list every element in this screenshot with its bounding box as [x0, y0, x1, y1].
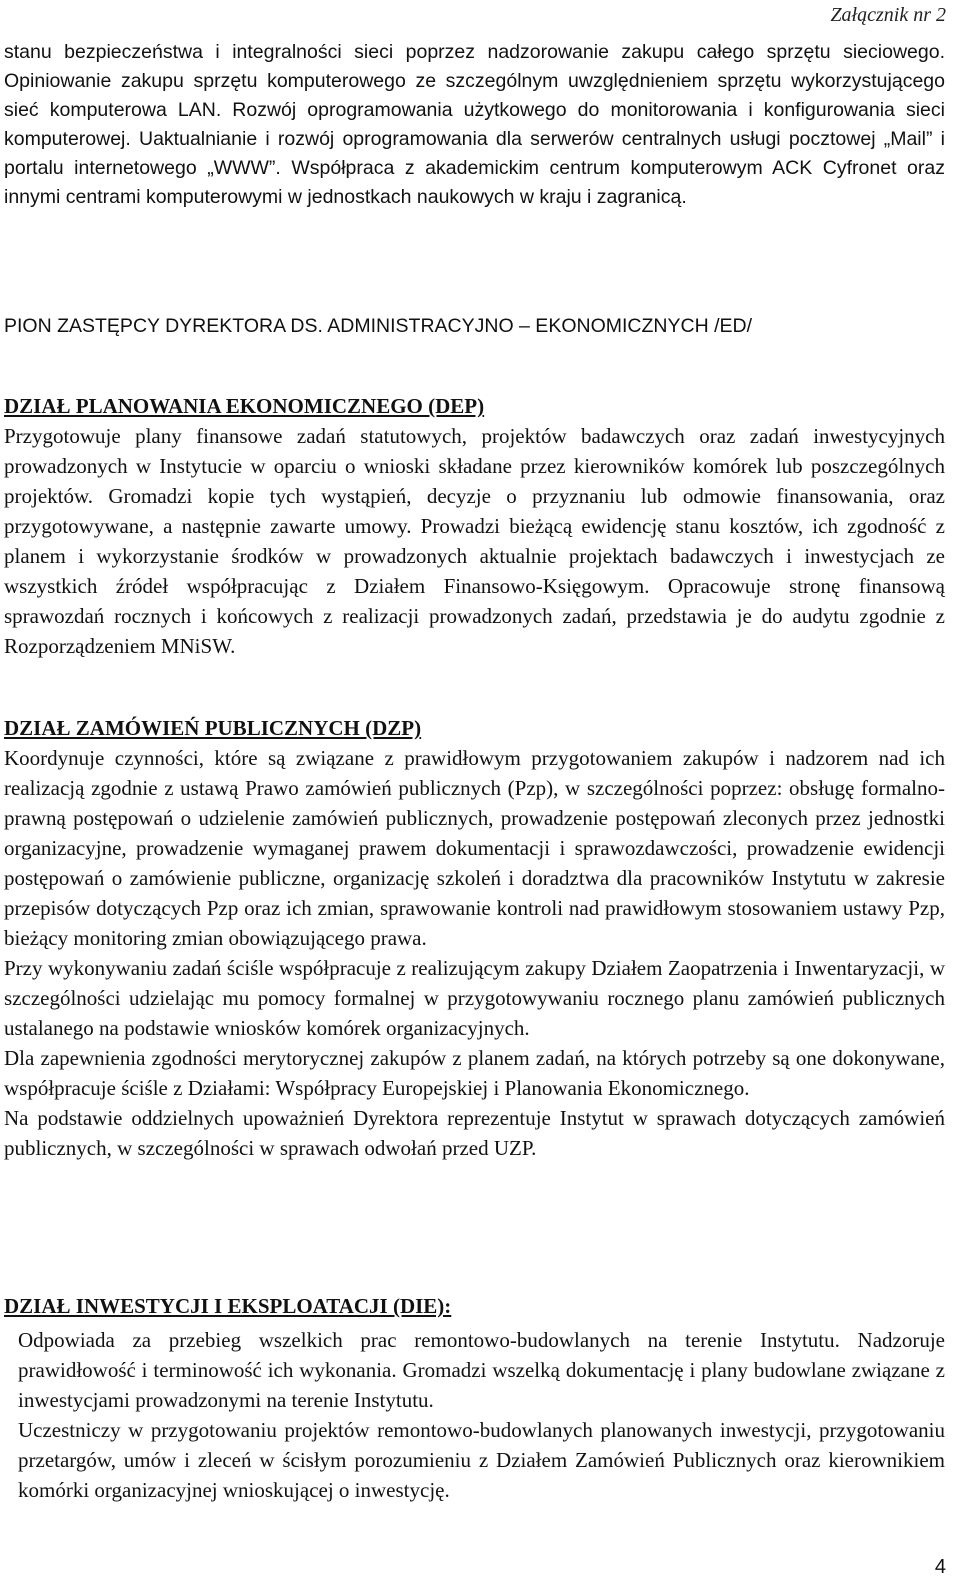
dep-heading: DZIAŁ PLANOWANIA EKONOMICZNEGO (DEP) — [4, 394, 485, 418]
dep-section — [4, 391, 945, 661]
annex-label: Załącznik nr 2 — [830, 4, 946, 26]
die-paragraph: Uczestniczy w przygotowaniu projektów remontowo-budowlanych planowanych inwestycji, przygotowaniu przetargów, umów i zleceń w ścisłym porozumieniu z Działem Zamówień Publicznych oraz kierownikiem komórki organizacyjnej wnioskującej o inwestycję. — [18, 1418, 945, 1502]
intro-paragraph: stanu bezpieczeństwa i integralności sieci poprzez nadzorowanie zakupu całego sprzętu sieciowego. Opiniowanie zakupu sprzętu komputerowego ze szczególnym uwzględnieniem sprzętu wykorzystującego sieć komputerowa LAN. Rozwój oprogramowania użytkowego do monitorowania i konfigurowania sieci komputerowej. Uaktualnianie i rozwój oprogramowania dla serwerów centralnych usługi pocztowej „Mail” i portalu internetowego „WWW”. Współpraca z akademickim centrum komputerowym ACK Cyfronet oraz innymi centrami komputerowymi w jednostkach naukowych w kraju i zagranicą. — [4, 41, 945, 208]
dzp-heading: DZIAŁ ZAMÓWIEŃ PUBLICZNYCH (DZP) — [4, 716, 422, 740]
dzp-section — [4, 713, 945, 1163]
dzp-paragraph: Koordynuje czynności, które są związane z prawidłowym przygotowaniem zakupów i nadzorem nad ich realizacją zgodnie z ustawą Prawo zamówień publicznych (Pzp), w szczególności poprzez: obsługę formalno-prawną postępowań o udzielenie zamówień publicznych, prowadzenie postępowań zleconych przez jednostki organizacyjne, prowadzenie wymaganej prawem dokumentacji i sprawozdawczości, prowadzenie ewidencji postępowań o zamówienie publiczne, organizację szkoleń i doradztwa dla pracowników Instytutu w zakresie przepisów dotyczących Pzp oraz ich zmian, sprawowanie kontroli nad prawidłowym stosowaniem ustawy Pzp, bieżący monitoring zmian obowiązującego prawa. — [4, 746, 945, 950]
die-paragraph: Odpowiada za przebieg wszelkich prac remontowo-budowlanych na terenie Instytutu. Nadzoruje prawidłowość i terminowość ich wykonania. Gromadzi wszelką dokumentację i plany budowlane związane z inwestycjami prowadzonymi na terenie Instytutu. — [18, 1328, 945, 1412]
die-section — [4, 1291, 945, 1321]
dzp-paragraph: Na podstawie oddzielnych upoważnień Dyrektora reprezentuje Instytut w sprawach dotyczących zamówień publicznych, w szczególności w sprawach odwołań przed UZP. — [4, 1106, 945, 1160]
intro-section — [4, 38, 945, 212]
dzp-paragraph: Przy wykonywaniu zadań ściśle współpracuje z realizującym zakupy Działem Zaopatrzenia i Inwentaryzacji, w szczególności udzielając mu pomocy formalnej w przygotowywaniu rocznego planu zamówień publicznych ustalanego na podstawie wniosków komórek organizacyjnych. — [4, 956, 945, 1040]
pion-section — [4, 312, 945, 340]
pion-title: PION ZASTĘPCY DYREKTORA DS. ADMINISTRACYJNO – EKONOMICZNYCH /ED/ — [4, 315, 752, 337]
page-number: 4 — [934, 1556, 946, 1578]
die-body — [18, 1325, 945, 1505]
die-heading: DZIAŁ INWESTYCJI I EKSPLOATACJI (DIE): — [4, 1294, 452, 1318]
dep-paragraph: Przygotowuje plany finansowe zadań statutowych, projektów badawczych oraz zadań inwestycyjnych prowadzonych w Instytucie w oparciu o wnioski składane przez kierowników komórek lub poszczególnych projektów. Gromadzi kopie tych wystąpień, decyzje o przyznaniu lub odmowie finansowania, oraz przygotowywane, a następnie zawarte umowy. Prowadzi bieżącą ewidencję stanu kosztów, ich zgodność z planem i wykorzystanie środków w prowadzonych aktualnie projektach badawczych i inwestycjach ze wszystkich źródeł współpracując z Działem Finansowo-Księgowym. Opracowuje stronę finansową sprawozdań rocznych i końcowych z realizacji prowadzonych zadań, przedstawia je do audytu zgodnie z Rozporządzeniem MNiSW. — [4, 424, 945, 658]
dzp-paragraph: Dla zapewnienia zgodności merytorycznej zakupów z planem zadań, na których potrzeby są one dokonywane, współpracuje ściśle z Działami: Współpracy Europejskiej i Planowania Ekonomicznego. — [4, 1046, 945, 1100]
